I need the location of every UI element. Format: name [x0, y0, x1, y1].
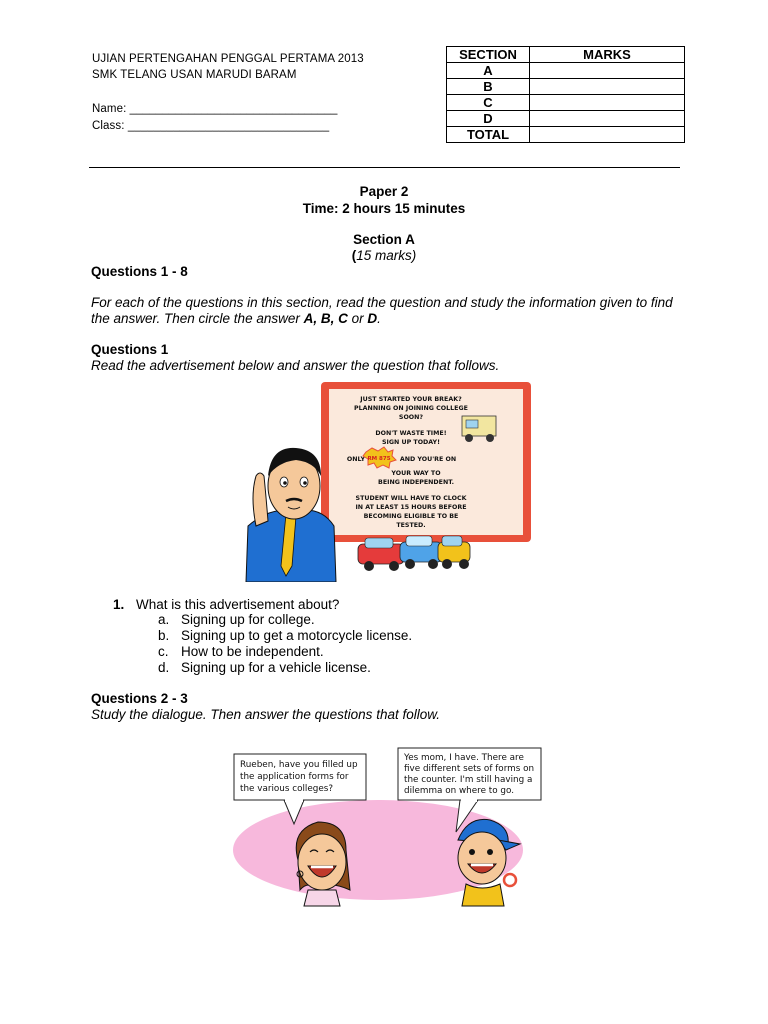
section-row-label: B — [447, 79, 530, 95]
section-row-label: TOTAL — [447, 127, 530, 143]
section-title: Section A — [353, 232, 415, 247]
advert-line: SOON? — [398, 414, 424, 421]
section-row-label: D — [447, 111, 530, 127]
dialogue-illustration — [228, 740, 550, 916]
bubble-line: Yes mom, I have. There are — [404, 753, 524, 763]
section-row-label: C — [447, 95, 530, 111]
advert-line: YOUR WAY TO — [391, 470, 441, 477]
option-letter: a. — [158, 612, 170, 627]
advert-line: SIGN UP TODAY! — [381, 439, 441, 446]
option-letter: b. — [158, 628, 170, 643]
bubble-line: five different sets of forms on — [404, 764, 535, 774]
col-section-header: SECTION — [447, 47, 530, 63]
option-b[interactable]: Signing up to get a motorcycle license. — [181, 628, 413, 643]
option-letter: c. — [158, 644, 169, 659]
advert-line: BECOMING ELIGIBLE TO BE — [363, 513, 459, 520]
marks-cell[interactable] — [530, 127, 685, 143]
marks-cell[interactable] — [530, 111, 685, 127]
bubble-line: dilemma on where to go. — [404, 786, 515, 796]
bubble-line: the various colleges? — [240, 784, 333, 794]
q1-prompt: Read the advertisement below and answer the question that follows. — [91, 358, 500, 373]
instructions-text: For each of the questions in this section, read the question and study the information given to find the answer. Then circle the answer A, B, C or D. — [91, 295, 673, 326]
q1-question: What is this advertisement about? — [136, 597, 340, 612]
advert-line: TESTED. — [396, 522, 426, 529]
red-car-icon — [358, 538, 404, 571]
bubble-line: the counter. I'm still having a — [404, 775, 533, 785]
bubble-line: the application forms for — [240, 772, 349, 782]
q1-number: 1. — [113, 597, 125, 612]
advert-line: AND YOU'RE ON — [399, 456, 457, 463]
advert-line: IN AT LEAST 15 HOURS BEFORE — [355, 504, 467, 511]
paper-time: Time: 2 hours 15 minutes — [302, 201, 466, 216]
class-field[interactable]: Class: _______________________________ — [92, 120, 330, 132]
option-c[interactable]: How to be independent. — [181, 644, 324, 659]
option-letter: d. — [158, 660, 170, 675]
questions-range-heading: Questions 1 - 8 — [91, 264, 188, 279]
advert-price: RM 875 — [367, 456, 391, 462]
section-row-label: A — [447, 63, 530, 79]
option-a[interactable]: Signing up for college. — [181, 612, 315, 627]
name-field[interactable]: Name: ________________________________ — [92, 103, 338, 115]
q2-heading: Questions 2 - 3 — [91, 691, 188, 706]
advert-line: BEING INDEPENDENT. — [378, 479, 454, 486]
advert-line: JUST STARTED YOUR BREAK? — [360, 396, 462, 403]
option-d[interactable]: Signing up for a vehicle license. — [181, 660, 371, 675]
advert-line: ONLY — [346, 456, 366, 463]
school-name: SMK TELANG USAN MARUDI BARAM — [92, 69, 297, 81]
q1-heading: Questions 1 — [91, 342, 169, 357]
driving-school-advert — [226, 376, 538, 582]
advert-line: STUDENT WILL HAVE TO CLOCK — [355, 495, 467, 502]
marks-table — [446, 46, 685, 143]
marks-cell[interactable] — [530, 63, 685, 79]
paper-title: Paper 2 — [359, 184, 409, 199]
marks-cell[interactable] — [530, 79, 685, 95]
bubble-line: Rueben, have you filled up — [240, 760, 358, 770]
exam-title: UJIAN PERTENGAHAN PENGGAL PERTAMA 2013 — [92, 53, 364, 65]
section-marks: (15 marks) — [351, 248, 417, 263]
advert-line: DON'T WASTE TIME! — [375, 430, 447, 437]
q2-prompt: Study the dialogue. Then answer the questions that follow. — [91, 707, 440, 722]
header-divider — [89, 167, 680, 168]
advert-line: PLANNING ON JOINING COLLEGE — [354, 405, 468, 412]
col-marks-header: MARKS — [530, 47, 685, 63]
marks-cell[interactable] — [530, 95, 685, 111]
